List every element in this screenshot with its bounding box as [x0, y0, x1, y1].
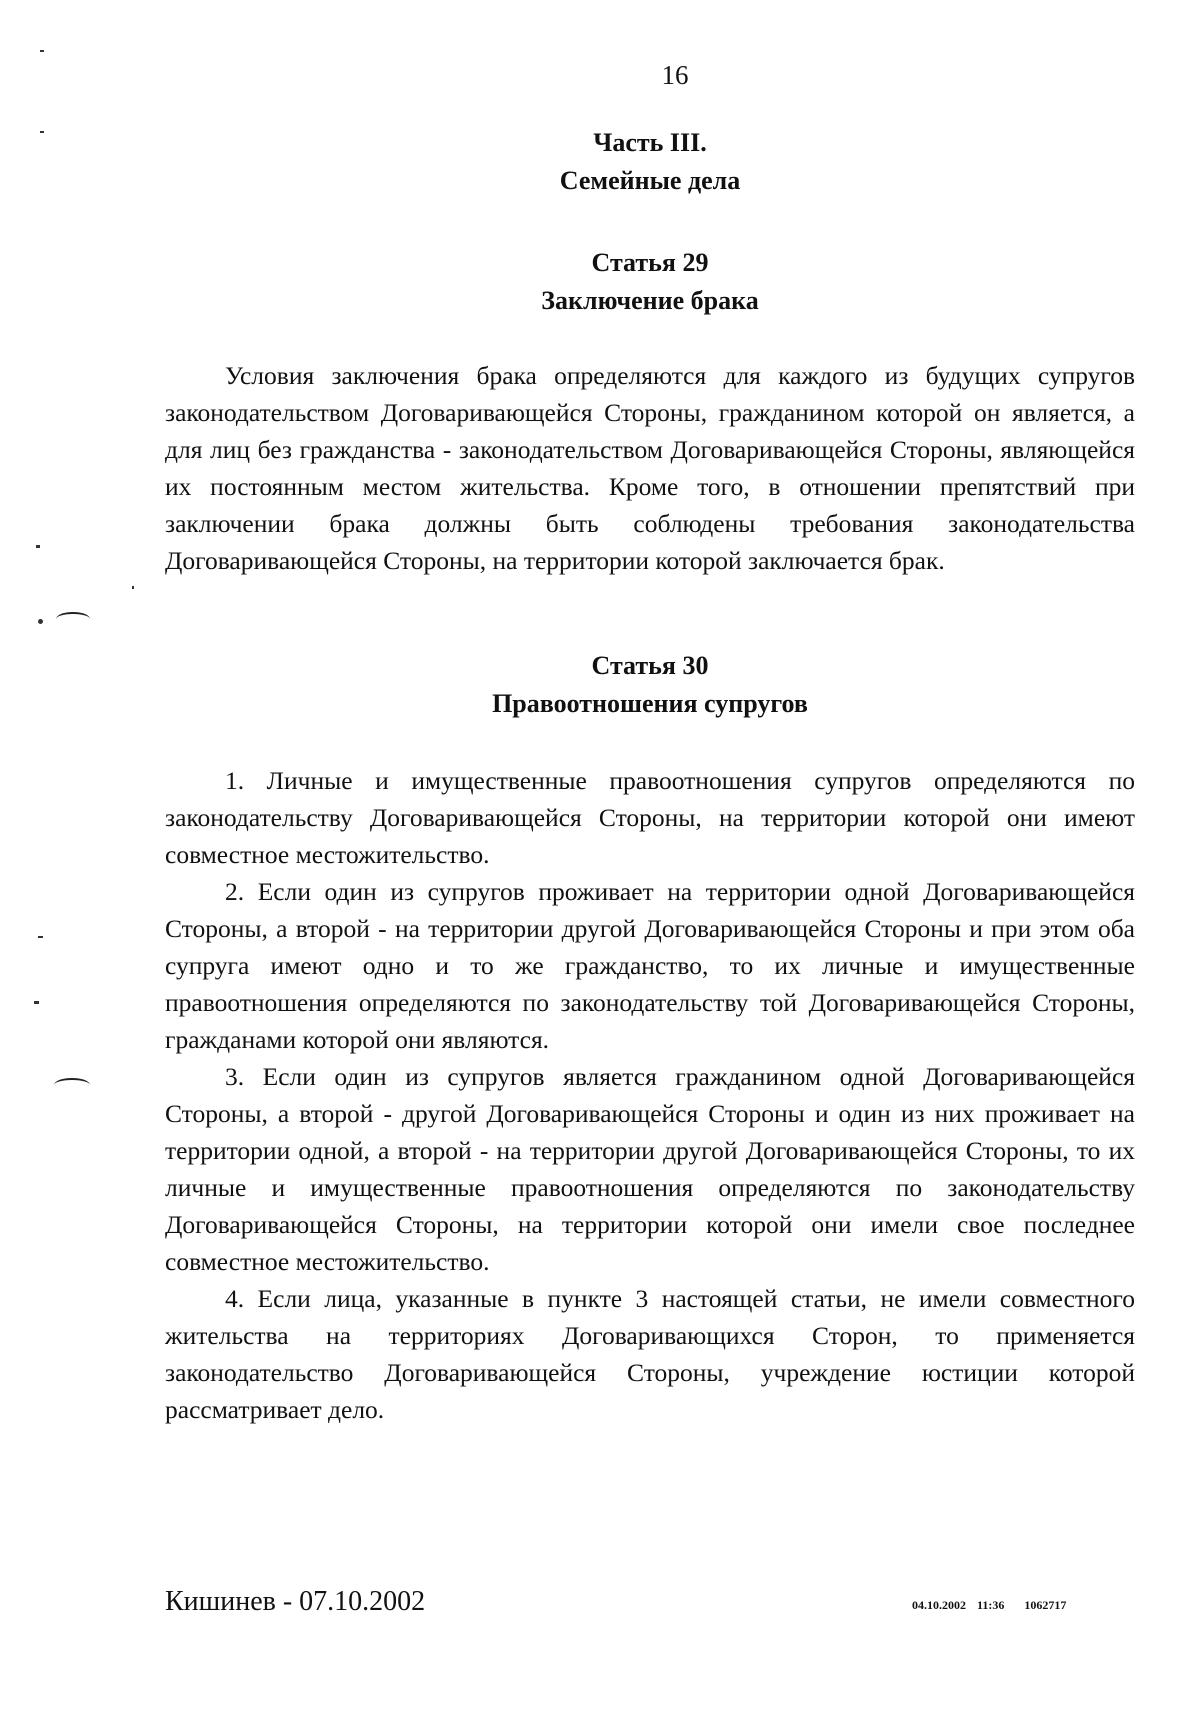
- article-30-subtitle: Правоотношения супругов: [492, 689, 808, 718]
- page-number: 16: [661, 60, 689, 90]
- footer-doc-number: 1062717: [1024, 1598, 1067, 1612]
- part-heading: [0, 124, 1200, 200]
- footer-place-date: Кишинев - 07.10.2002: [165, 1586, 426, 1617]
- article-30-title: Статья 30: [591, 651, 709, 680]
- scan-speck: [34, 1001, 39, 1004]
- scan-dot: [38, 619, 43, 624]
- article-30-item-3: 3. Если один из супругов является гражданином одной Договаривающейся Стороны, а второй - другой Договаривающейся Стороны и один из них проживает на территории одной, а второй - на территории другой Договаривающейся Стороны, то их личные и имущественные правоотношения определяются по законодательству Договаривающейся Стороны, на территории которой они имели свое последнее совместное местожительство.: [165, 1062, 1135, 1276]
- article-29-heading: [0, 244, 1200, 320]
- footer-timestamp: 04.10.2002 11:36: [912, 1598, 1005, 1612]
- article-29-body: [165, 357, 1135, 579]
- article-29-paragraph: Условия заключения брака определяются для каждого из будущих супругов законодательством Договаривающейся Стороны, гражданином которой он является, а для лиц без гражданства - законодательством Договаривающейся Стороны, являющейся их постоянным местом жительства. Кроме того, в отношении препятствий при заключении брака должны быть соблюдены требования законодательства Договаривающейся Стороны, на территории которой заключается брак.: [165, 361, 1135, 575]
- article-29-subtitle: Заключение брака: [541, 286, 759, 315]
- part-title: Часть III.: [593, 128, 707, 157]
- scan-arc: [54, 1078, 90, 1092]
- article-30-heading: [0, 647, 1200, 723]
- article-29-title: Статья 29: [591, 248, 709, 277]
- article-30-item-1: 1. Личные и имущественные правоотношения супругов определяются по законодательству Договаривающейся Стороны, на территории которой они имеют совместное местожительство.: [165, 766, 1135, 869]
- article-30-item-2: 2. Если один из супругов проживает на территории одной Договаривающейся Стороны, а второй - на территории другой Договаривающейся Стороны и при этом оба супруга имеют одно и то же гражданство, то их личные и имущественные правоотношения определяются по законодательству той Договаривающейся Стороны, гражданами которой они являются.: [165, 877, 1135, 1054]
- footer-stamp: [912, 1598, 1066, 1613]
- article-30-item-4: 4. Если лица, указанные в пункте 3 настоящей статьи, не имели совместного жительства на территориях Договаривающихся Сторон, то применяется законодательство Договаривающейся Стороны, учреждение юстиции которой рассматривает дело.: [165, 1284, 1135, 1424]
- scan-speck: [40, 131, 44, 133]
- part-subtitle: Семейные дела: [559, 166, 741, 195]
- scan-speck: [38, 936, 43, 938]
- article-30-body: [165, 762, 1135, 1428]
- scan-arc: [56, 612, 90, 626]
- scan-speck: [132, 586, 134, 589]
- scan-speck: [36, 545, 40, 548]
- scan-speck: [40, 50, 44, 52]
